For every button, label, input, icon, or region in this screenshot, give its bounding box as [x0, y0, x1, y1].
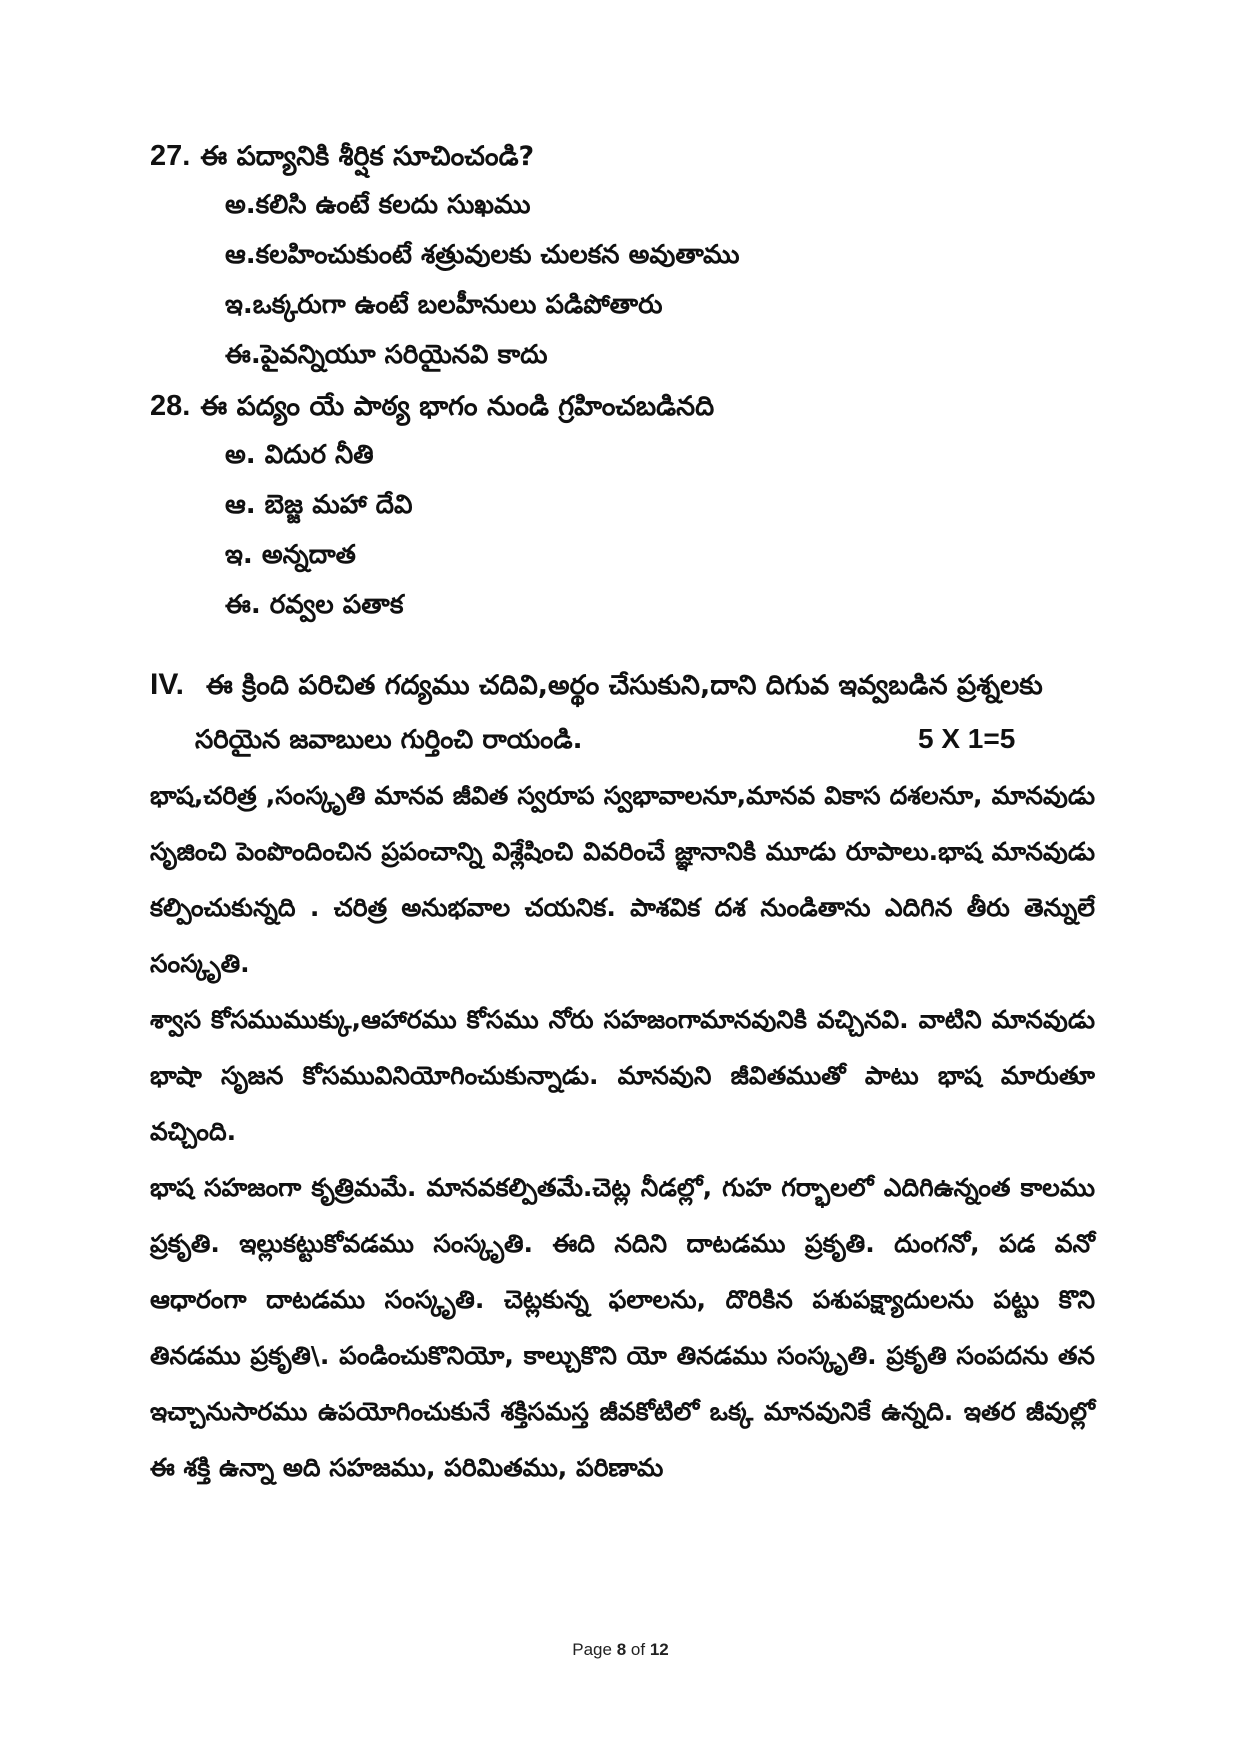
page-of: of: [630, 1640, 646, 1659]
question-28: [150, 390, 714, 429]
section-heading-continued: సరియైన జవాబులు గుర్తించి రాయండి.: [195, 725, 583, 755]
question-27: [150, 140, 534, 179]
question-27-option-b: ఆ.కలహించుకుంటే శత్రువులకు చులకన అవుతాము: [225, 240, 740, 270]
page-total: 12: [649, 1640, 669, 1659]
passage-paragraph-2: శ్వాస కోసముముక్కు,ఆహారము కోసము నోరు సహజంగామానవునికి వచ్చినవి. వాటిని మానవుడు భాషా సృజన కోసమువినియోగించుకున్నాడు. మానవుని జీవితముతో పాటు భాష మారుతూ వచ్చింది.: [150, 1005, 1095, 1146]
question-text: ఈ పద్యం యే పాఠ్య భాగం నుండి గ్రహించబడినది: [200, 391, 715, 422]
question-number: 28.: [150, 390, 191, 422]
page-current: 8: [616, 1640, 627, 1659]
question-28-option-d: ఈ. రవ్వల పతాక: [225, 590, 404, 620]
page-footer: [0, 1640, 1241, 1660]
question-28-option-a: అ. విదుర నీతి: [225, 440, 374, 470]
section-number: IV.: [150, 668, 184, 701]
question-text: ఈ పద్యానికి శీర్షిక సూచించండి?: [200, 141, 535, 172]
passage-paragraph-3: భాష సహజంగా కృత్రిమమే. మానవకల్పితమే.చెట్ల నీడల్లో, గుహ గర్భాలలో ఎదిగిఉన్నంత కాలము ప్రకృతి. ఇల్లుకట్టుకోవడము సంస్కృతి. ఈది నదిని దాటడము ప్రకృతి. దుంగనో, పడ వనో ఆధారంగా దాటడము సంస్కృతి. చెట్లకున్న ఫలాలను, దొరికిన పశుపక్ష్యాదులను పట్టు కొని తినడము ప్రకృతి\. పండించుకొనియో, కాల్చుకొని యో తినడము సంస్కృతి. ప్రకృతి సంపదను తన ఇచ్చానుసారము ఉపయోగించుకునే శక్తిసమస్త జీవకోటిలో ఒక్క మానవునికే ఉన్నది. ఇతర జీవుల్లో ఈ శక్తి ఉన్నా అది సహజము, పరిమితము, పరిణామ: [150, 1173, 1095, 1482]
passage-paragraph-1: భాష,చరిత్ర ,సంస్కృతి మానవ జీవిత స్వరూప స్వభావాలనూ,మానవ వికాస దశలనూ, మానవుడు సృజించి పెంపొందించిన ప్రపంచాన్ని విశ్లేషించి వివరించే జ్ఞానానికి మూడు రూపాలు.భాష మానవుడు కల్పించుకున్నది . చరిత్ర అనుభవాల చయనిక. పాశవిక దశ నుండితాను ఎదిగిన తీరు తెన్నులే సంస్కృతి.: [150, 781, 1095, 978]
section-heading-text: ఈ క్రింది పరిచిత గద్యము చదివి,అర్థం చేసుకుని,దాని దిగువ ఇవ్వబడిన ప్రశ్నలకు: [205, 670, 1043, 701]
question-27-option-a: అ.కలిసి ఉంటే కలదు సుఖము: [225, 190, 531, 220]
question-27-option-c: ఇ.ఒక్కరుగా ఉంటే బలహీనులు పడిపోతారు: [225, 290, 663, 320]
page-label: Page: [572, 1640, 612, 1659]
question-27-option-d: ఈ.పైవన్నియూ సరియైనవి కాదు: [225, 340, 548, 370]
question-28-option-c: ఇ. అన్నదాత: [225, 540, 356, 570]
question-number: 27.: [150, 140, 191, 172]
marks-allocation: 5 X 1=5: [918, 723, 1016, 754]
section-heading: [150, 668, 1043, 708]
question-28-option-b: ఆ. బెజ్జ మహా దేవి: [225, 490, 413, 520]
